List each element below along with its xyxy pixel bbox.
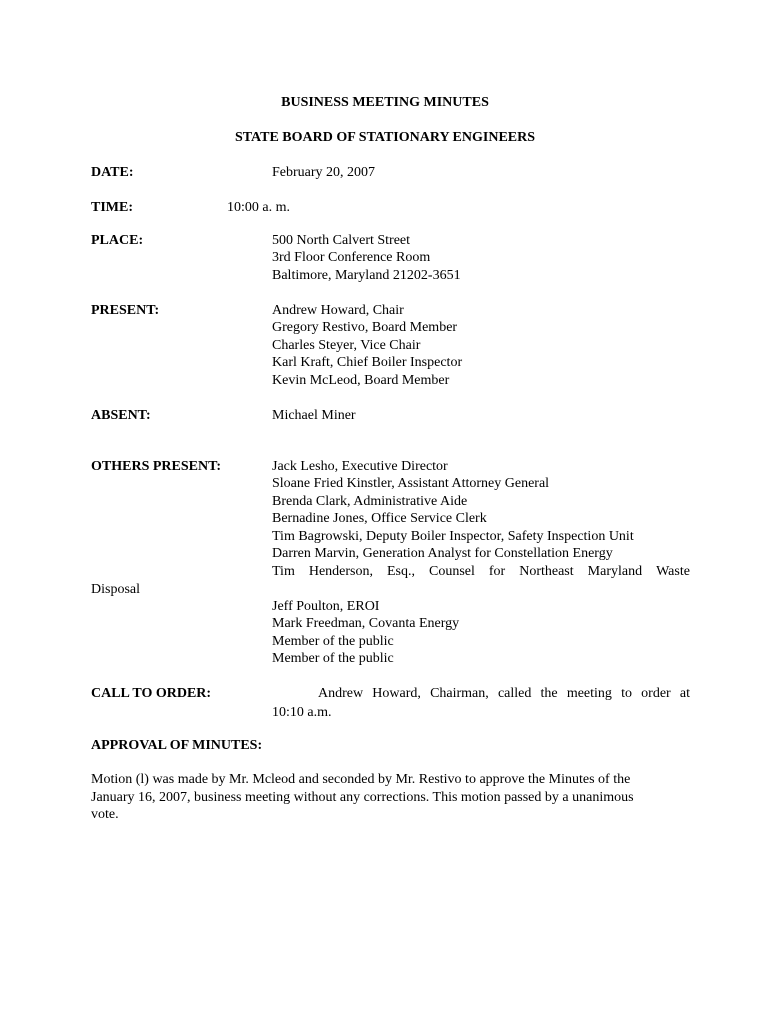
attendee: Brenda Clark, Administrative Aide bbox=[272, 493, 468, 509]
word: Andrew bbox=[318, 686, 364, 701]
place-line: 500 North Calvert Street bbox=[272, 233, 411, 248]
word: Howard, bbox=[372, 686, 421, 701]
document-title: BUSINESS MEETING MINUTES bbox=[281, 95, 489, 110]
others-present-list bbox=[272, 458, 634, 562]
word: Waste bbox=[656, 564, 690, 579]
attendee: Mark Freedman, Covanta Energy bbox=[272, 616, 460, 632]
absent-value: Michael Miner bbox=[272, 408, 356, 423]
word: called bbox=[497, 686, 532, 701]
paragraph-line: vote. bbox=[91, 807, 119, 822]
attendee: Member of the public bbox=[272, 633, 394, 649]
word: Maryland bbox=[587, 564, 643, 579]
attendee: Jeff Poulton, EROI bbox=[272, 599, 380, 614]
attendee: Andrew Howard, Chair bbox=[272, 303, 404, 318]
word: to bbox=[621, 686, 632, 701]
word: Northeast bbox=[519, 564, 574, 579]
paragraph-line: January 16, 2007, business meeting without any corrections. This motion passed by a unanimous bbox=[91, 789, 634, 805]
word: for bbox=[488, 564, 506, 579]
word: Counsel bbox=[429, 564, 475, 579]
word: meeting bbox=[566, 686, 612, 701]
call-to-order-text bbox=[318, 685, 690, 702]
call-to-order-label: CALL TO ORDER: bbox=[91, 686, 212, 701]
place-label: PLACE: bbox=[91, 233, 144, 248]
attendee: Kevin McLeod, Board Member bbox=[272, 372, 450, 388]
attendee-henderson bbox=[272, 563, 690, 580]
attendee: Charles Steyer, Vice Chair bbox=[272, 337, 421, 353]
approval-heading: APPROVAL OF MINUTES: bbox=[91, 738, 263, 753]
date-value: February 20, 2007 bbox=[272, 165, 376, 180]
paragraph-line: Motion (l) was made by Mr. Mcleod and seconded by Mr. Restivo to approve the Minutes of the bbox=[91, 772, 631, 787]
attendee: Gregory Restivo, Board Member bbox=[272, 320, 458, 336]
attendee: Karl Kraft, Chief Boiler Inspector bbox=[272, 355, 463, 371]
attendee: Tim Bagrowski, Deputy Boiler Inspector, Safety Inspection Unit bbox=[272, 528, 634, 544]
word: order bbox=[641, 686, 671, 701]
present-list bbox=[272, 302, 462, 389]
board-name: STATE BOARD OF STATIONARY ENGINEERS bbox=[234, 130, 536, 145]
others-present-label: OTHERS PRESENT: bbox=[91, 459, 222, 474]
attendee-wrap-disposal: Disposal bbox=[91, 582, 140, 597]
place-line: 3rd Floor Conference Room bbox=[272, 250, 431, 266]
absent-label: ABSENT: bbox=[91, 408, 151, 423]
place-address bbox=[272, 232, 461, 284]
word: Henderson, bbox=[308, 564, 373, 579]
present-label: PRESENT: bbox=[91, 303, 160, 318]
word: the bbox=[540, 686, 558, 701]
place-line: Baltimore, Maryland 21202-3651 bbox=[272, 267, 461, 283]
word: Tim bbox=[272, 564, 295, 579]
word: Chairman, bbox=[430, 686, 489, 701]
others-present-list-continued bbox=[272, 598, 459, 668]
time-label: TIME: bbox=[91, 200, 133, 215]
attendee: Jack Lesho, Executive Director bbox=[272, 459, 448, 474]
call-to-order-time: 10:10 a.m. bbox=[272, 705, 332, 720]
approval-paragraph bbox=[91, 771, 691, 824]
date-label: DATE: bbox=[91, 165, 134, 180]
attendee: Sloane Fried Kinstler, Assistant Attorney General bbox=[272, 476, 550, 492]
attendee: Member of the public bbox=[272, 651, 394, 667]
attendee: Bernadine Jones, Office Service Clerk bbox=[272, 511, 487, 527]
time-value: 10:00 a. m. bbox=[227, 200, 290, 215]
word: Esq., bbox=[387, 564, 415, 579]
attendee: Darren Marvin, Generation Analyst for Constellation Energy bbox=[272, 546, 613, 562]
word: at bbox=[679, 686, 690, 701]
